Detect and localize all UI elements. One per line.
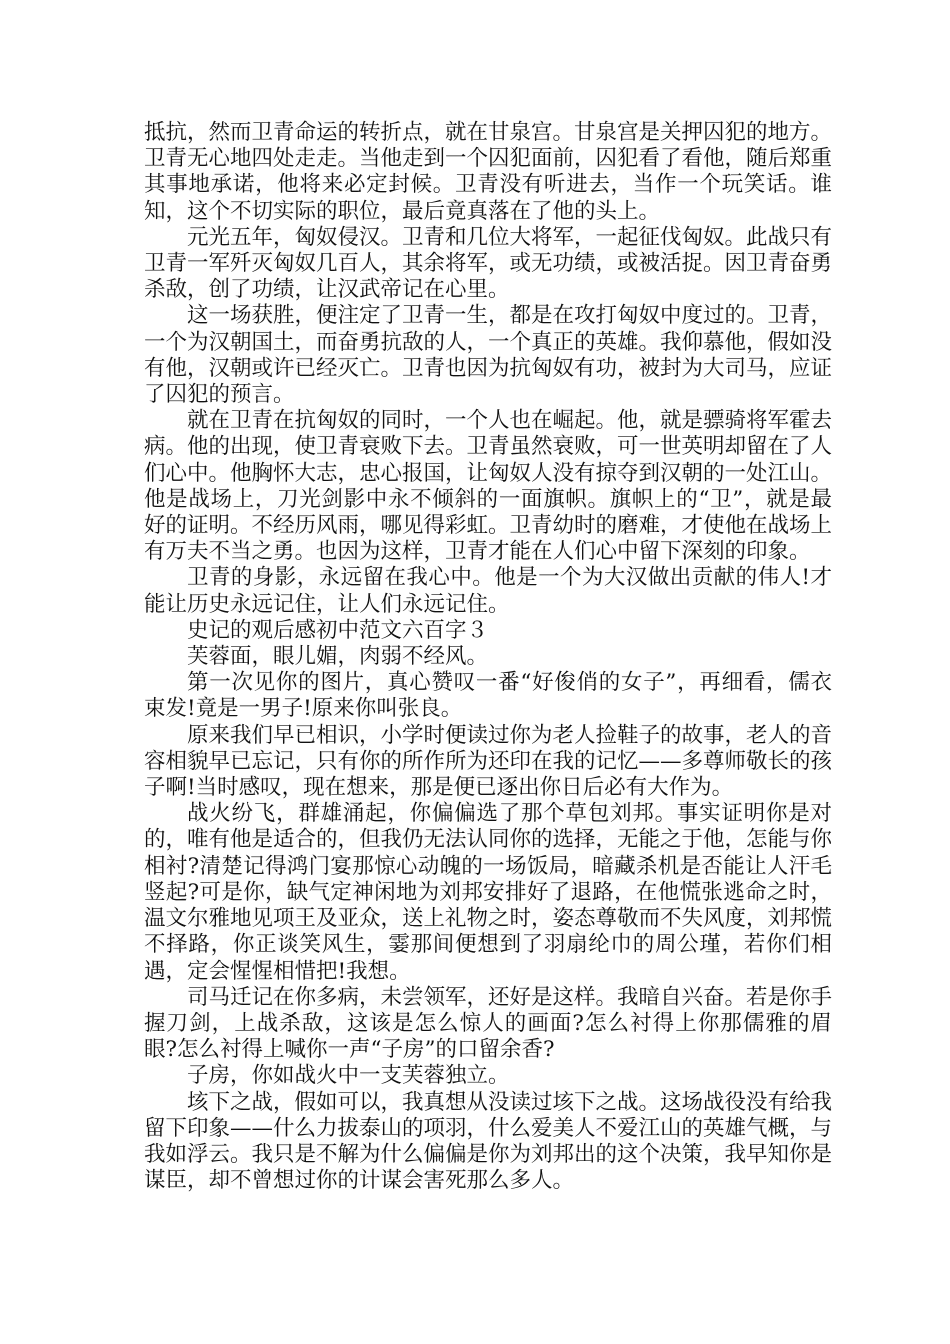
paragraph-10: 战火纷飞，群雄涌起，你偏偏选了那个草包刘邦。事实证明你是对的，唯有他是适合的，但我仍无法认同你的选择，无能之于他，怎能与你相衬?清楚记得鸿门宴那惊心动魄的一场饭局，暗藏杀机是否能让人汗毛竖起?可是你，缺气定神闲地为刘邦安排好了退路，在他慌张逃命之时，温文尔雅地见项王及亚众，送上礼物之时，姿态尊敬而不失风度，刘邦慌不择路，你正谈笑风生，霎那间便想到了羽扇纶巾的周公瑾，若你们相遇，定会惺惺相惜把!我想。 bbox=[144, 801, 833, 984]
paragraph-2: 元光五年，匈奴侵汉。卫青和几位大将军，一起征伐匈奴。此战只有卫青一军歼灭匈奴几百人，其余将军，或无功绩，或被活捉。因卫青奋勇杀敌，创了功绩，让汉武帝记在心里。 bbox=[144, 224, 833, 303]
paragraph-13: 垓下之战，假如可以，我真想从没读过垓下之战。这场战役没有给我留下印象——什么力拔泰山的项羽，什么爱美人不爱江山的英雄气概，与我如浮云。我只是不解为什么偏偏是你为刘邦出的这个决策，我早知你是谋臣，却不曾想过你的计谋会害死那么多人。 bbox=[144, 1089, 833, 1194]
paragraph-11: 司马迁记在你多病，未尝领军，还好是这样。我暗自兴奋。若是你手握刀剑，上战杀敌，这该是怎么惊人的画面?怎么衬得上你那儒雅的眉眼?怎么衬得上喊你一声“子房”的口留余香? bbox=[144, 984, 833, 1063]
paragraph-9: 原来我们早已相识，小学时便读过你为老人捡鞋子的故事，老人的音容相貌早已忘记，只有你的所作所为还印在我的记忆——多尊师敬长的孩子啊!当时感叹，现在想来，那是便已逐出你日后必有大作为。 bbox=[144, 722, 833, 801]
paragraph-7: 芙蓉面，眼儿媚，肉弱不经风。 bbox=[187, 644, 489, 670]
paragraph-3: 这一场获胜，便注定了卫青一生，都是在攻打匈奴中度过的。卫青，一个为汉朝国土，而奋勇抗敌的人，一个真正的英雄。我仰慕他，假如没有他，汉朝或许已经灭亡。卫青也因为抗匈奴有功，被封为大司马，应证了囚犯的预言。 bbox=[144, 303, 833, 408]
paragraph-1: 抵抗，然而卫青命运的转折点，就在甘泉宫。甘泉宫是关押囚犯的地方。卫青无心地四处走走。当他走到一个囚犯面前，囚犯看了看他，随后郑重其事地承诺，他将来必定封候。卫青没有听进去，当作一个玩笑话。谁知，这个不切实际的职位，最后竟真落在了他的头上。 bbox=[144, 120, 833, 224]
paragraph-12: 子房，你如战火中一支芙蓉独立。 bbox=[187, 1063, 510, 1089]
section-heading: 史记的观后感初中范文六百字３ bbox=[187, 617, 489, 643]
paragraph-5: 卫青的身影，永远留在我心中。他是一个为大汉做出贡献的伟人!才能让历史永远记住，让人们永远记住。 bbox=[144, 565, 832, 617]
document-body bbox=[144, 120, 832, 1194]
paragraph-8: 第一次见你的图片，真心赞叹一番“好俊俏的女子”，再细看，儒衣束发!竟是一男子!原来你叫张良。 bbox=[144, 670, 832, 722]
paragraph-4: 就在卫青在抗匈奴的同时，一个人也在崛起。他，就是骠骑将军霍去病。他的出现，使卫青衰败下去。卫青虽然衰败，可一世英明却留在了人们心中。他胸怀大志，忠心报国，让匈奴人没有掠夺到汉朝的一处江山。他是战场上，刀光剑影中永不倾斜的一面旗帜。旗帜上的“卫”，就是最好的证明。不经历风雨，哪见得彩虹。卫青幼时的磨难，才使他在战场上有万夫不当之勇。也因为这样，卫青才能在人们心中留下深刻的印象。 bbox=[144, 408, 833, 565]
